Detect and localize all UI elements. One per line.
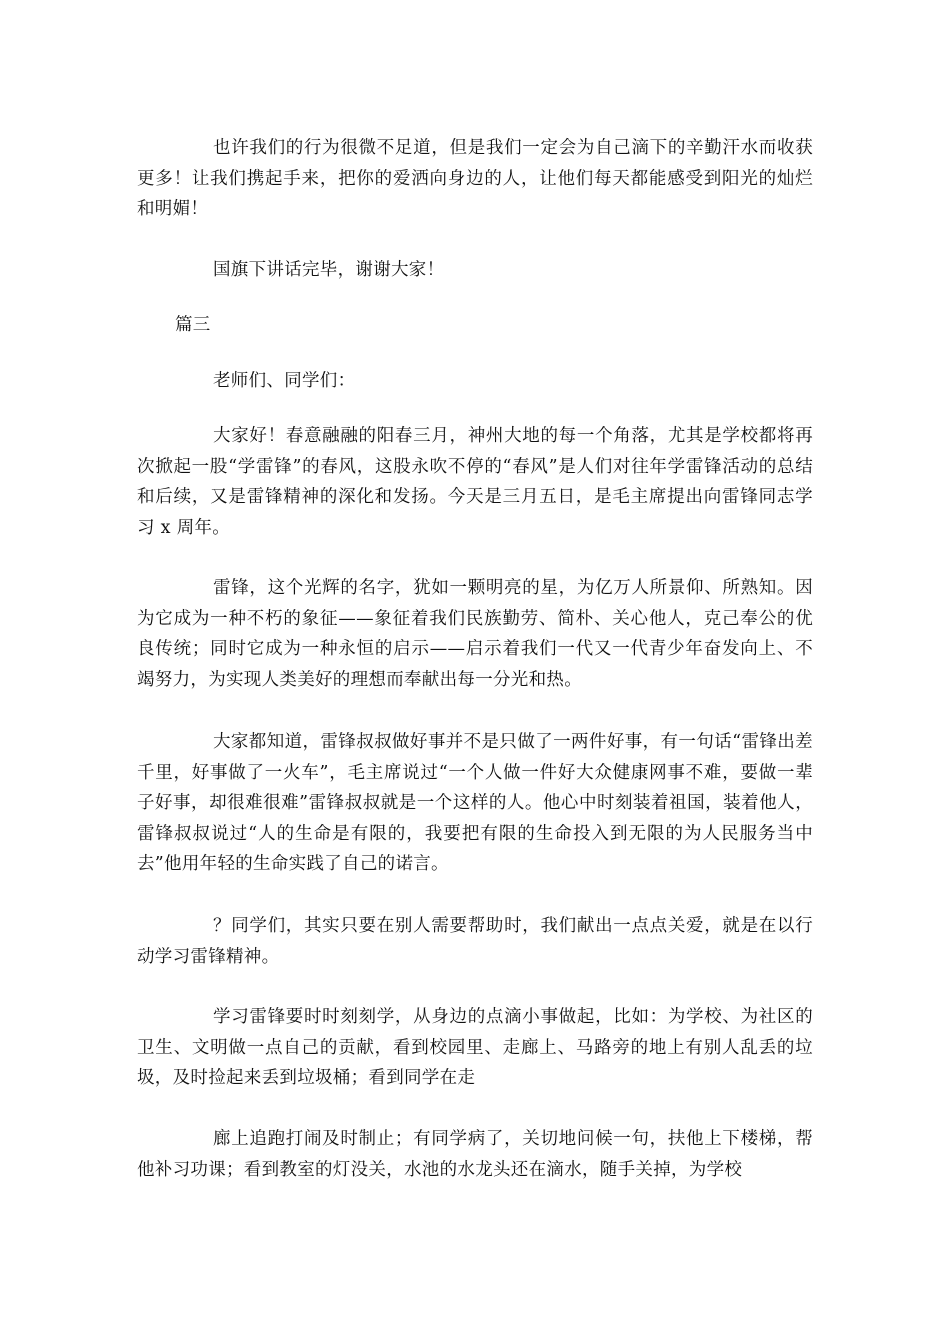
paragraph-good-deeds: 大家都知道，雷锋叔叔做好事并不是只做了一两件好事，有一句话“雷锋出差千里，好事做了一火车”，毛主席说过“一个人做一件好大众健康网事不难，要做一辈子好事，却很难很难”雷锋叔叔就是一个这样的人。他心中时刻装着祖国，装着他人，雷锋叔叔说过“人的生命是有限的，我要把有限的生命投入到无限的为人民服务当中去”他用年轻的生命实践了自己的诺言。: [137, 732, 813, 874]
paragraph-continued: 廊上追跑打闹及时制止；有同学病了，关切地问候一句，扶他上下楼梯，帮他补习功课；看到教室的灯没关，水池的水龙头还在滴水，随手关掉，为学校: [137, 1129, 813, 1180]
paragraph-students: ？同学们，其实只要在别人需要帮助时，我们献出一点点关爱，就是在以行动学习雷锋精神。: [137, 916, 813, 967]
paragraph-leifeng-name: 雷锋，这个光辉的名字，犹如一颗明亮的星，为亿万人所景仰、所熟知。因为它成为一种不朽的象征——象征着我们民族勤劳、简朴、关心他人，克己奉公的优良传统；同时它成为一种永恒的启示——启示着我们一代又一代青少年奋发向上、不竭努力，为实现人类美好的理想而奉献出每一分光和热。: [137, 578, 813, 690]
paragraph-salutation: 老师们、同学们：: [213, 371, 356, 391]
paragraph-closing-hope: 也许我们的行为很微不足道，但是我们一定会为自己滴下的辛勤汗水而收获更多！让我们携起手来，把你的爱洒向身边的人，让他们每天都能感受到阳光的灿烂和明媚！: [137, 138, 813, 219]
section-heading: 篇三: [175, 315, 211, 335]
paragraph-speech-end: 国旗下讲话完毕，谢谢大家！: [213, 260, 445, 280]
paragraph-greeting: 大家好！春意融融的阳春三月，神州大地的每一个角落，尤其是学校都将再次掀起一股“学雷锋”的春风，这股永吹不停的“春风”是人们对往年学雷锋活动的总结和后续，又是雷锋精神的深化和发扬。今天是三月五日，是毛主席提出向雷锋同志学习 x 周年。: [137, 426, 813, 538]
paragraph-learning: 学习雷锋要时时刻刻学，从身边的点滴小事做起，比如：为学校、为社区的卫生、文明做一点自己的贡献，看到校园里、走廊上、马路旁的地上有别人乱丢的垃圾，及时捡起来丢到垃圾桶；看到同学在走: [137, 1007, 813, 1088]
